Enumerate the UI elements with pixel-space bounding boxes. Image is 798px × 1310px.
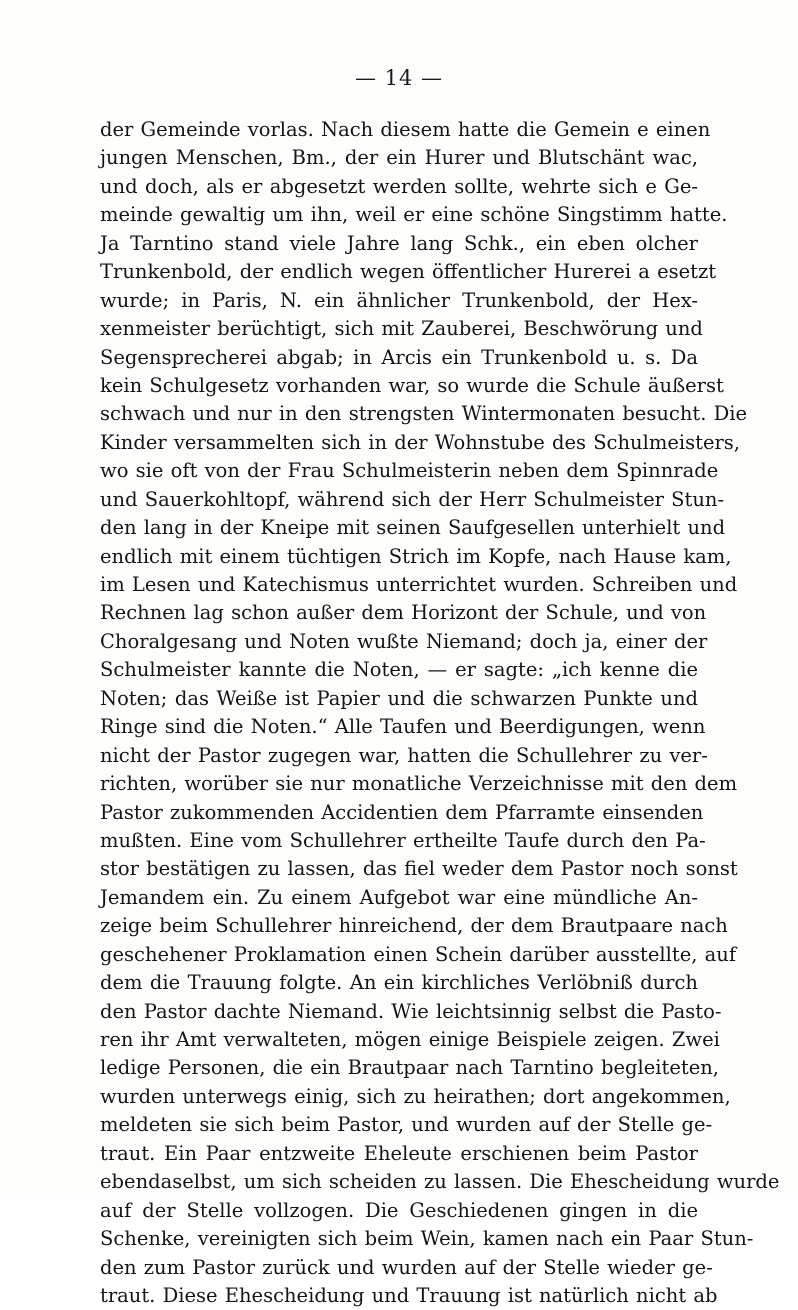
text-line: meinde gewaltig um ihn, weil er eine schöne Singstimm hatte.	[100, 203, 728, 227]
text-line: im Lesen und Katechismus unterrichtet wurden. Schreiben und	[100, 573, 738, 596]
text-line: traut. Diese Ehescheidung und Trauung ist natürlich nicht ab	[100, 1283, 718, 1307]
text-line: Segensprecherei abgab; in Arcis ein Trunkenbold u. s. Da	[100, 345, 698, 369]
text-line: wo sie oft von der Frau Schulmeisterin neben dem Spinnrade	[100, 459, 719, 483]
text-line: den Pastor dachte Niemand. Wie leichtsinnig selbst die Pasto-	[100, 999, 722, 1023]
text-line: endlich mit einem tüchtigen Strich im Kopfe, nach Hause kam,	[100, 544, 732, 568]
text-line: Trunkenbold, der endlich wegen öffentlicher Hurerei a esetzt	[100, 260, 717, 284]
text-line: ren ihr Amt verwalteten, mögen einige Beispiele zeigen. Zwei	[100, 1028, 720, 1051]
body-text	[100, 116, 780, 1310]
page-number: — 14 —	[354, 66, 444, 90]
text-line: nicht der Pastor zugegen war, hatten die Schullehrer zu ver-	[100, 743, 708, 767]
text-line: Ja Tarntino stand viele Jahre lang Schk., ein eben olcher	[100, 231, 698, 255]
text-line: xenmeister berüchtigt, sich mit Zauberei, Beschwörung und	[100, 317, 703, 341]
text-line: Rechnen lag schon außer dem Horizont der Schule, und von	[100, 601, 707, 625]
text-line: Choralgesang und Noten wußte Niemand; doch ja, einer der	[100, 629, 708, 653]
text-line: kein Schulgesetz vorhanden war, so wurde die Schule äußerst	[100, 373, 724, 397]
text-line: den lang in der Kneipe mit seinen Saufgesellen unterhielt und	[100, 516, 726, 540]
text-line: mußten. Eine vom Schullehrer ertheilte Taufe durch den Pa-	[100, 828, 706, 852]
text-line: Schulmeister kannte die Noten, — er sagte: „ich kenne die	[100, 658, 698, 682]
text-line: richten, worüber sie nur monatliche Verzeichnisse mit den dem	[100, 772, 738, 796]
text-line: und doch, als er abgesetzt werden sollte, wehrte sich e Ge-	[100, 174, 698, 198]
text-line: auf der Stelle vollzogen. Die Geschiedenen gingen in die	[100, 1198, 698, 1222]
text-line: Kinder versammelten sich in der Wohnstube des Schulmeisters,	[100, 430, 741, 454]
text-line: zeige beim Schullehrer hinreichend, der dem Brautpaare nach	[100, 914, 728, 938]
text-line: und Sauerkohltopf, während sich der Herr Schulmeister Stun-	[100, 487, 725, 511]
text-line: Schenke, vereinigten sich beim Wein, kamen nach ein Paar Stun-	[100, 1227, 754, 1251]
text-line: stor bestätigen zu lassen, das fiel weder dem Pastor noch sonst	[100, 857, 738, 881]
text-line: Jemandem ein. Zu einem Aufgebot war eine mündliche An-	[100, 885, 698, 909]
text-line: traut. Ein Paar entzweite Eheleute erschienen beim Pastor	[100, 1141, 698, 1165]
text-line: ebendaselbst, um sich scheiden zu lassen. Die Ehescheidung wurde	[100, 1170, 780, 1194]
text-line: geschehener Proklamation einen Schein darüber ausstellte, auf	[100, 942, 737, 966]
text-line: wurde; in Paris, N. ein ähnlicher Trunkenbold, der Hex-	[100, 288, 698, 312]
text-line: Pastor zukommenden Accidentien dem Pfarramte einsenden	[100, 800, 704, 824]
text-line: meldeten sie sich beim Pastor, und wurden auf der Stelle ge-	[100, 1113, 713, 1137]
text-line: ledige Personen, die ein Brautpaar nach Tarntino begleiteten,	[100, 1056, 720, 1080]
text-line: schwach und nur in den strengsten Wintermonaten besucht. Die	[100, 402, 748, 426]
text-line: Ringe sind die Noten.“ Alle Taufen und Beerdigungen, wenn	[100, 715, 706, 739]
text-line: den zum Pastor zurück und wurden auf der Stelle wieder ge-	[100, 1255, 713, 1279]
text-line: jungen Menschen, Bm., der ein Hurer und Blutschänt wac,	[100, 146, 698, 170]
text-line: Noten; das Weiße ist Papier und die schwarzen Punkte und	[100, 686, 698, 710]
text-line: dem die Trauung folgte. An ein kirchliches Verlöbniß durch	[100, 971, 698, 995]
text-line: wurden unterwegs einig, sich zu heirathen; dort angekommen,	[100, 1084, 731, 1108]
text-line: der Gemeinde vorlas. Nach diesem hatte die Gemein e einen	[100, 118, 711, 141]
